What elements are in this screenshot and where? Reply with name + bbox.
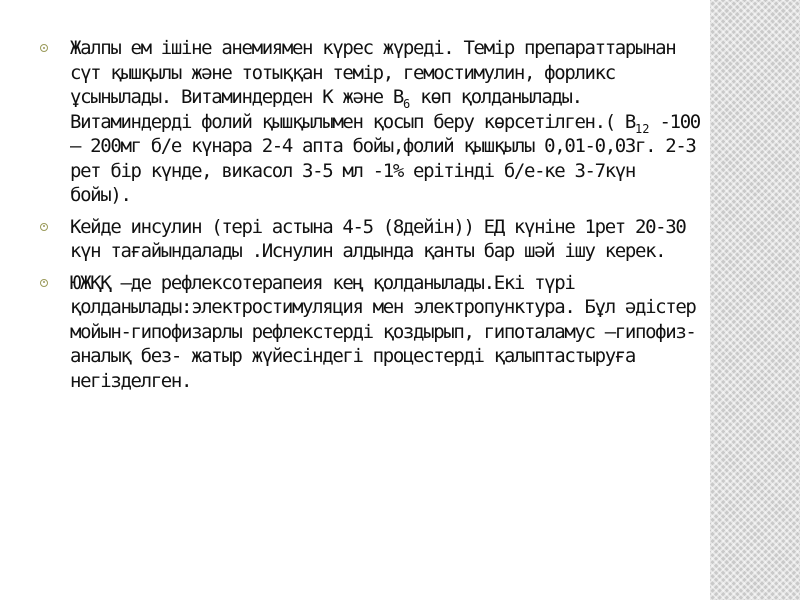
bullet-text [70,37,700,206]
side-pattern-band [710,0,800,600]
bullet-item-reflexotherapy [40,271,700,394]
subscript-vitamin-b6: 6 [402,96,411,111]
subscript-vitamin-b12: 12 [634,121,650,136]
bullet-text-part: Жалпы ем ішіне анемиямен күрес жүреді. Темір препараттарынан сүт қышқылы және тотыққан темір, гемостимулин, форликс ұсынылады. Витаминдерден К және В [70,37,676,108]
bullet-text-part: -100 – 200мг б/е күнара 2-4 апта бойы,фолий қышқылы 0,01-0,03г. 2-3 рет бір күнде, викасол 3-5 мл -1% ерітінді б/е-ке 3-7күн бойы). [70,110,700,206]
slide-content [40,36,700,400]
bullet-item-treatment [40,36,700,208]
bullet-text: Кейде инсулин (тері астына 4-5 (8дейін)) ЕД күніне 1рет 20-30 күн тағайындалады .Иснулин алдында қанты бар шәй ішу керек. [70,215,686,262]
bullet-icon [40,223,48,231]
bullet-text-part: көп қолданылады. Витаминдерді фолий қышқылымен қосып беру көрсетілген.( В [70,86,635,133]
bullet-icon [40,279,48,287]
bullet-text: ЮЖҚҚ –де рефлексотерапеия кең қолданылады.Екі түрі қолданылады:электростимуляция мен электропунктура. Бұл әдістер мойын-гипофизарлы рефлекстерді қоздырып, гипоталамус –гипофиз-аналық без- жатыр жүйесіндегі процестерді қалыптастыруға негізделген. [70,271,696,392]
bullet-icon [40,44,48,52]
bullet-item-insulin [40,215,700,264]
